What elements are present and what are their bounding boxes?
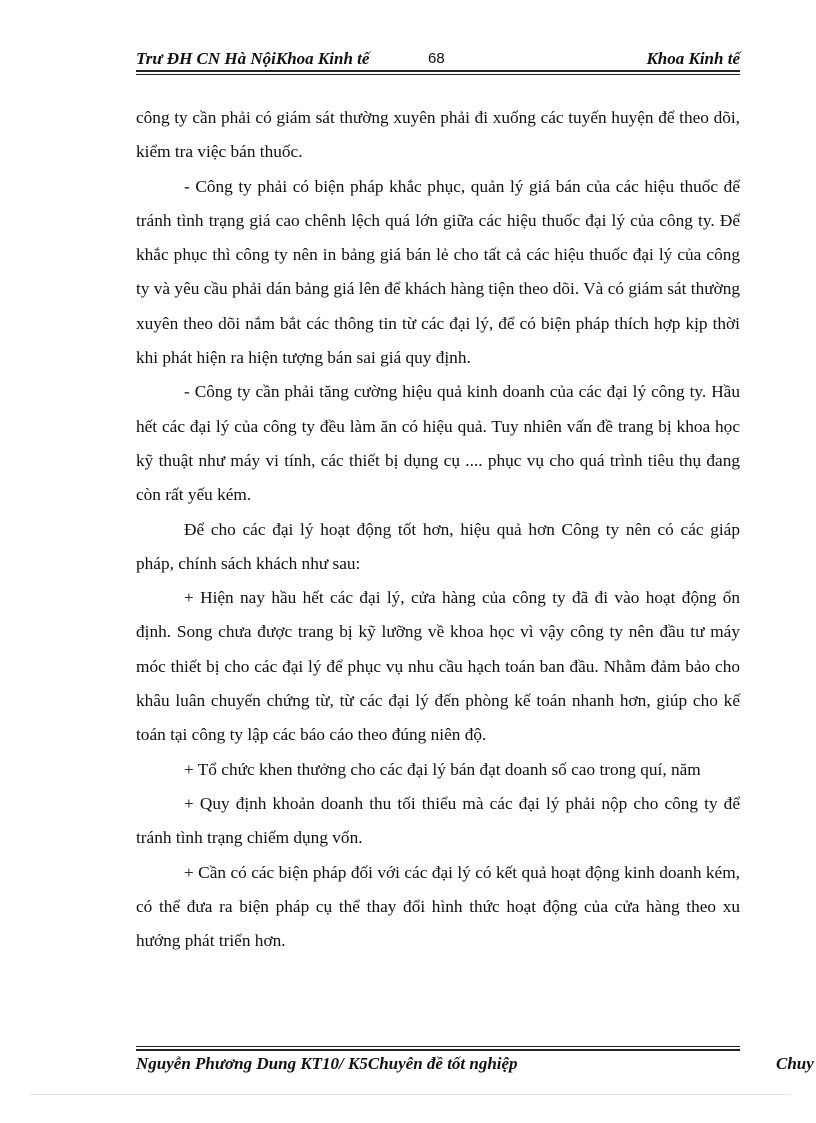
page-header [136, 46, 740, 72]
page-bottom-divider [30, 1094, 790, 1095]
header-rule-thick [136, 70, 740, 72]
paragraph: + Hiện nay hầu hết các đại lý, cửa hàng của công ty đã đi vào hoạt động ổn định. Song chưa được trang bị kỹ lưỡng về khoa học vì vậy công ty nên đầu tư máy móc thiết bị cho các đại lý để phục vụ nhu cầu hạch toán ban đầu. Nhằm đảm bảo cho khâu luân chuyển chứng từ, từ các đại lý đến phòng kế toán nhanh hơn, giúp cho kế toán tại công ty lập các báo cáo theo đúng niên độ. [136, 588, 740, 745]
footer-rule-thick [136, 1049, 740, 1051]
header-rule-thin [136, 74, 740, 75]
paragraph: Để cho các đại lý hoạt động tốt hơn, hiệu quả hơn Công ty nên có các giáp pháp, chính sách khách như sau: [136, 519, 740, 573]
footer-right-text: Chuy [776, 1054, 814, 1073]
paragraph: - Công ty cần phải tăng cường hiệu quả kinh doanh của các đại lý công ty. Hầu hết các đại lý của công ty đều làm ăn có hiệu quả. Tuy nhiên vấn đề trang bị khoa học kỹ thuật như máy vi tính, các thiết bị dụng cụ .... phục vụ cho quá trình tiêu thụ đang còn rất yếu kém. [136, 382, 740, 505]
page-number: 68 [428, 50, 445, 67]
header-faculty-name: Khoa Kinh tế [646, 49, 740, 68]
paragraph: công ty cần phải có giám sát thường xuyên phải đi xuống các tuyến huyện để theo dõi, kiểm tra việc bán thuốc. [136, 108, 740, 162]
paragraph: - Công ty phải có biện pháp khắc phục, quản lý giá bán của các hiệu thuốc để tránh tình trạng giá cao chênh lệch quá lớn giữa các hiệu thuốc đại lý của công ty. Để khắc phục thì công ty nên in bảng giá bán lẻ cho tất cả các hiệu thuốc đại lý của công ty và yêu cầu phải dán bảng giá lên để khách hàng tiện theo dõi. Và có giám sát thường xuyên theo dõi nắm bắt các thông tin từ các đại lý, để có biện pháp thích hợp kịp thời khi phát hiện ra hiện tượng bán sai giá quy định. [136, 176, 740, 368]
page-body [136, 101, 740, 958]
paragraph: + Tổ chức khen thưởng cho các đại lý bán đạt doanh số cao trong quí, năm [184, 759, 701, 779]
footer-author: Nguyễn Phương Dung KT10/ K5Chuyên đề tốt nghiệp [136, 1054, 518, 1073]
header-school-name: Trư ĐH CN Hà NộiKhoa Kinh tế [136, 49, 370, 68]
footer-rule-thin [136, 1046, 740, 1047]
paragraph: + Cần có các biện pháp đối với các đại lý có kết quả hoạt động kinh doanh kém, có thể đưa ra biện pháp cụ thể thay đổi hình thức hoạt động của cửa hàng theo xu hướng phát triển hơn. [136, 862, 740, 951]
paragraph: + Quy định khoản doanh thu tối thiểu mà các đại lý phải nộp cho công ty để tránh tình trạng chiếm dụng vốn. [136, 793, 740, 848]
